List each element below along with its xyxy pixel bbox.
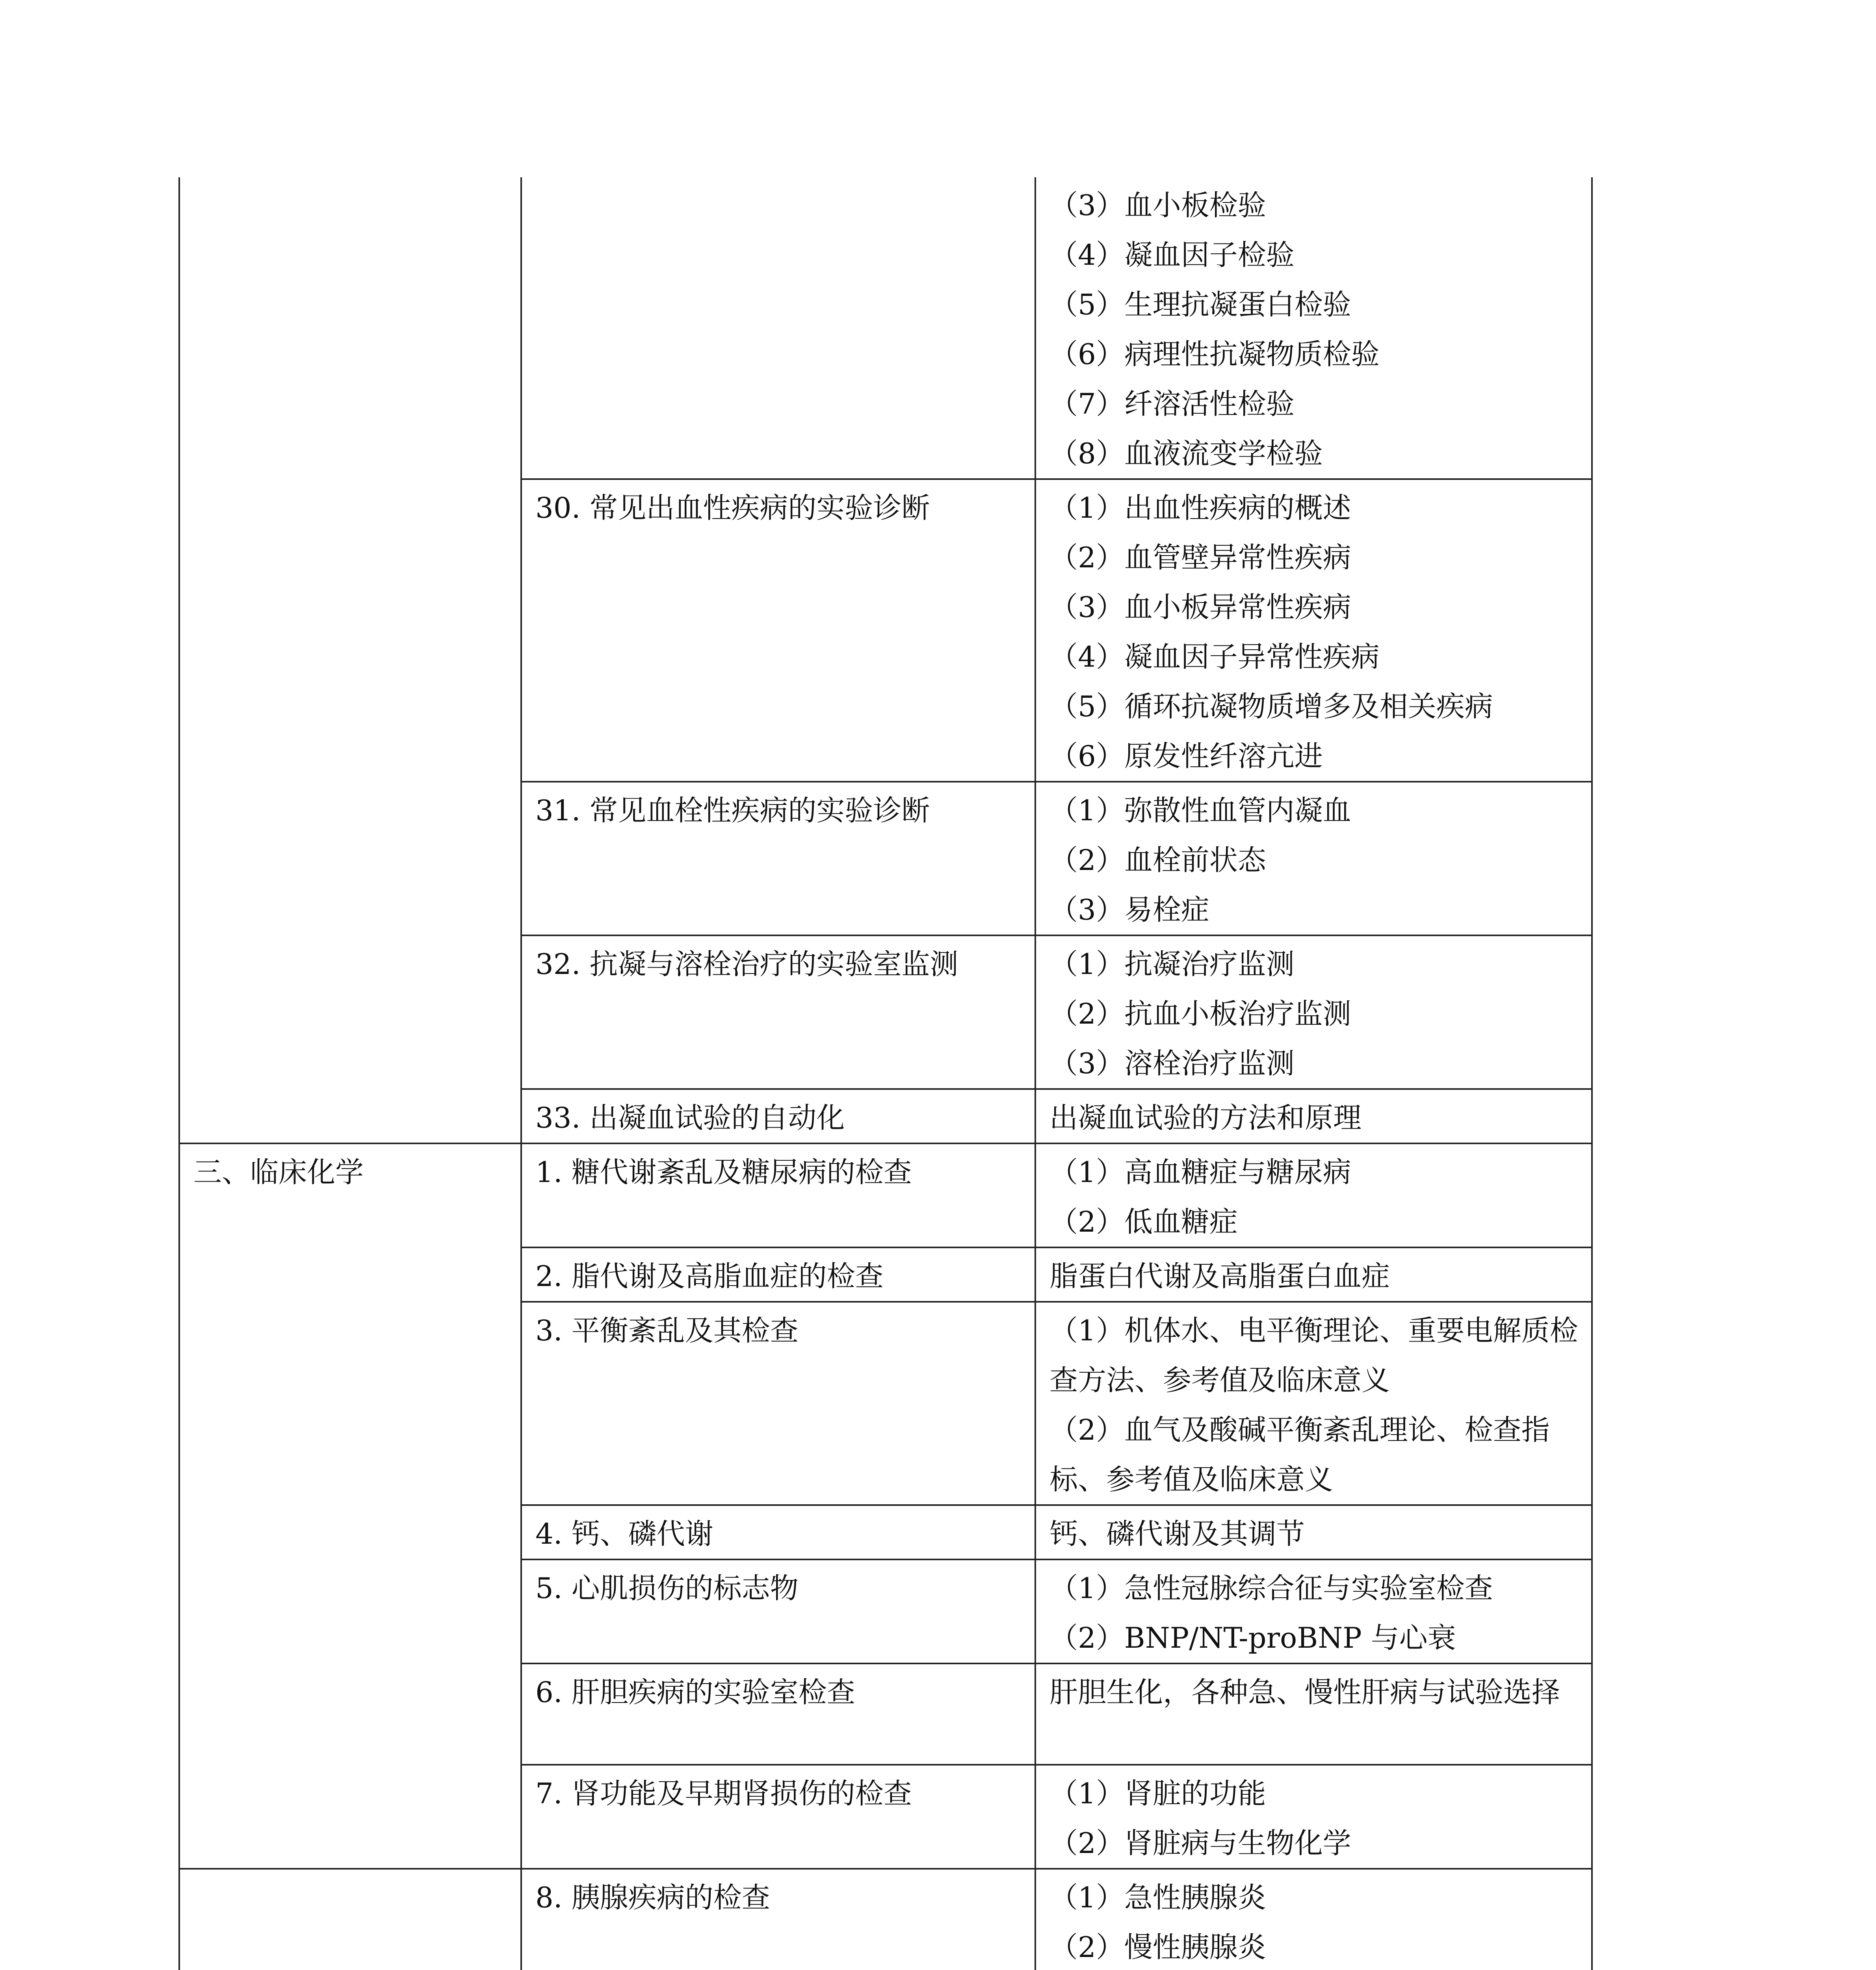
- topic-cell: 5. 心肌损伤的标志物: [521, 1559, 1035, 1663]
- topic-cell: 7. 肾功能及早期肾损伤的检查: [521, 1765, 1035, 1869]
- list-item: （2）血管壁异常性疾病: [1049, 541, 1351, 574]
- list-item: （1）高血糖症与糖尿病: [1049, 1156, 1351, 1189]
- list-item: （3）易栓症: [1049, 893, 1209, 926]
- category-title: 三、临床化学: [193, 1156, 364, 1189]
- items-cell: [1035, 1302, 1592, 1505]
- list-item: （2）抗血小板治疗监测: [1049, 997, 1351, 1030]
- list-item: （1）抗凝治疗监测: [1049, 948, 1295, 981]
- topic-cell: 33. 出凝血试验的自动化: [521, 1089, 1035, 1143]
- list-item: （2）血气及酸碱平衡紊乱理论、检查指标、参考值及临床意义: [1049, 1413, 1550, 1496]
- topic-cell: 1. 糖代谢紊乱及糖尿病的检查: [521, 1143, 1035, 1247]
- list-item: （5）循环抗凝物质增多及相关疾病: [1049, 690, 1493, 723]
- list-item: （8）血液流变学检验: [1049, 437, 1323, 470]
- topic-cell: [521, 177, 1035, 479]
- list-item: （1）弥散性血管内凝血: [1049, 794, 1351, 827]
- topic-cell: 2. 脂代谢及高脂血症的检查: [521, 1247, 1035, 1302]
- items-cell: [1035, 935, 1592, 1089]
- list-item: 脂蛋白代谢及高脂蛋白血症: [1049, 1260, 1390, 1293]
- items-cell: [1035, 782, 1592, 935]
- list-item: （3）血小板异常性疾病: [1049, 591, 1351, 624]
- list-item: （2）低血糖症: [1049, 1205, 1238, 1238]
- topic-cell: 32. 抗凝与溶栓治疗的实验室监测: [521, 935, 1035, 1089]
- list-item: （4）凝血因子异常性疾病: [1049, 640, 1380, 673]
- list-item: （5）生理抗凝蛋白检验: [1049, 288, 1351, 321]
- topic-cell: 3. 平衡紊乱及其检查: [521, 1302, 1035, 1505]
- list-item: （2）BNP/NT-proBNP 与心衰: [1049, 1621, 1456, 1654]
- topic-cell: 8. 胰腺疾病的检查: [521, 1869, 1035, 1970]
- list-item: （3）血小板检验: [1049, 189, 1266, 222]
- list-item: （7）纤溶活性检验: [1049, 387, 1295, 420]
- list-item: （1）急性胰腺炎: [1049, 1881, 1266, 1914]
- list-item: 肝胆生化，各种急、慢性肝病与试验选择: [1049, 1676, 1560, 1709]
- list-item: （2）慢性胰腺炎: [1049, 1931, 1266, 1964]
- list-item: （6）病理性抗凝物质检验: [1049, 338, 1380, 371]
- items-cell: [1035, 1765, 1592, 1869]
- table-row: [179, 1869, 1592, 1970]
- topic-cell: 30. 常见出血性疾病的实验诊断: [521, 479, 1035, 782]
- list-item: （2）肾脏病与生物化学: [1049, 1827, 1351, 1860]
- items-cell: [1035, 1869, 1592, 1970]
- category-cell: [179, 1869, 521, 1970]
- items-cell: [1035, 1663, 1592, 1765]
- list-item: （3）溶栓治疗监测: [1049, 1047, 1295, 1080]
- list-item: （1）出血性疾病的概述: [1049, 491, 1351, 524]
- list-item: （1）肾脏的功能: [1049, 1777, 1266, 1810]
- table-row: [179, 1143, 1592, 1247]
- items-cell: [1035, 479, 1592, 782]
- items-cell: [1035, 1505, 1592, 1559]
- list-item: （4）凝血因子检验: [1049, 238, 1295, 271]
- list-item: （1）机体水、电平衡理论、重要电解质检查方法、参考值及临床意义: [1049, 1314, 1578, 1397]
- list-item: （1）急性冠脉综合征与实验室检查: [1049, 1572, 1493, 1605]
- items-cell: [1035, 1247, 1592, 1302]
- table-row: [179, 177, 1592, 479]
- list-item: 钙、磷代谢及其调节: [1049, 1517, 1305, 1550]
- category-cell: [179, 177, 521, 1143]
- list-item: （2）血栓前状态: [1049, 844, 1266, 877]
- list-item: 出凝血试验的方法和原理: [1049, 1101, 1362, 1134]
- items-cell: [1035, 177, 1592, 479]
- category-cell: [179, 1143, 521, 1869]
- topic-cell: 6. 肝胆疾病的实验室检查: [521, 1663, 1035, 1765]
- items-cell: [1035, 1089, 1592, 1143]
- items-cell: [1035, 1143, 1592, 1247]
- list-item: （6）原发性纤溶亢进: [1049, 740, 1323, 773]
- topic-cell: 31. 常见血栓性疾病的实验诊断: [521, 782, 1035, 935]
- topic-cell: 4. 钙、磷代谢: [521, 1505, 1035, 1559]
- items-cell: [1035, 1559, 1592, 1663]
- syllabus-table: [178, 177, 1593, 1970]
